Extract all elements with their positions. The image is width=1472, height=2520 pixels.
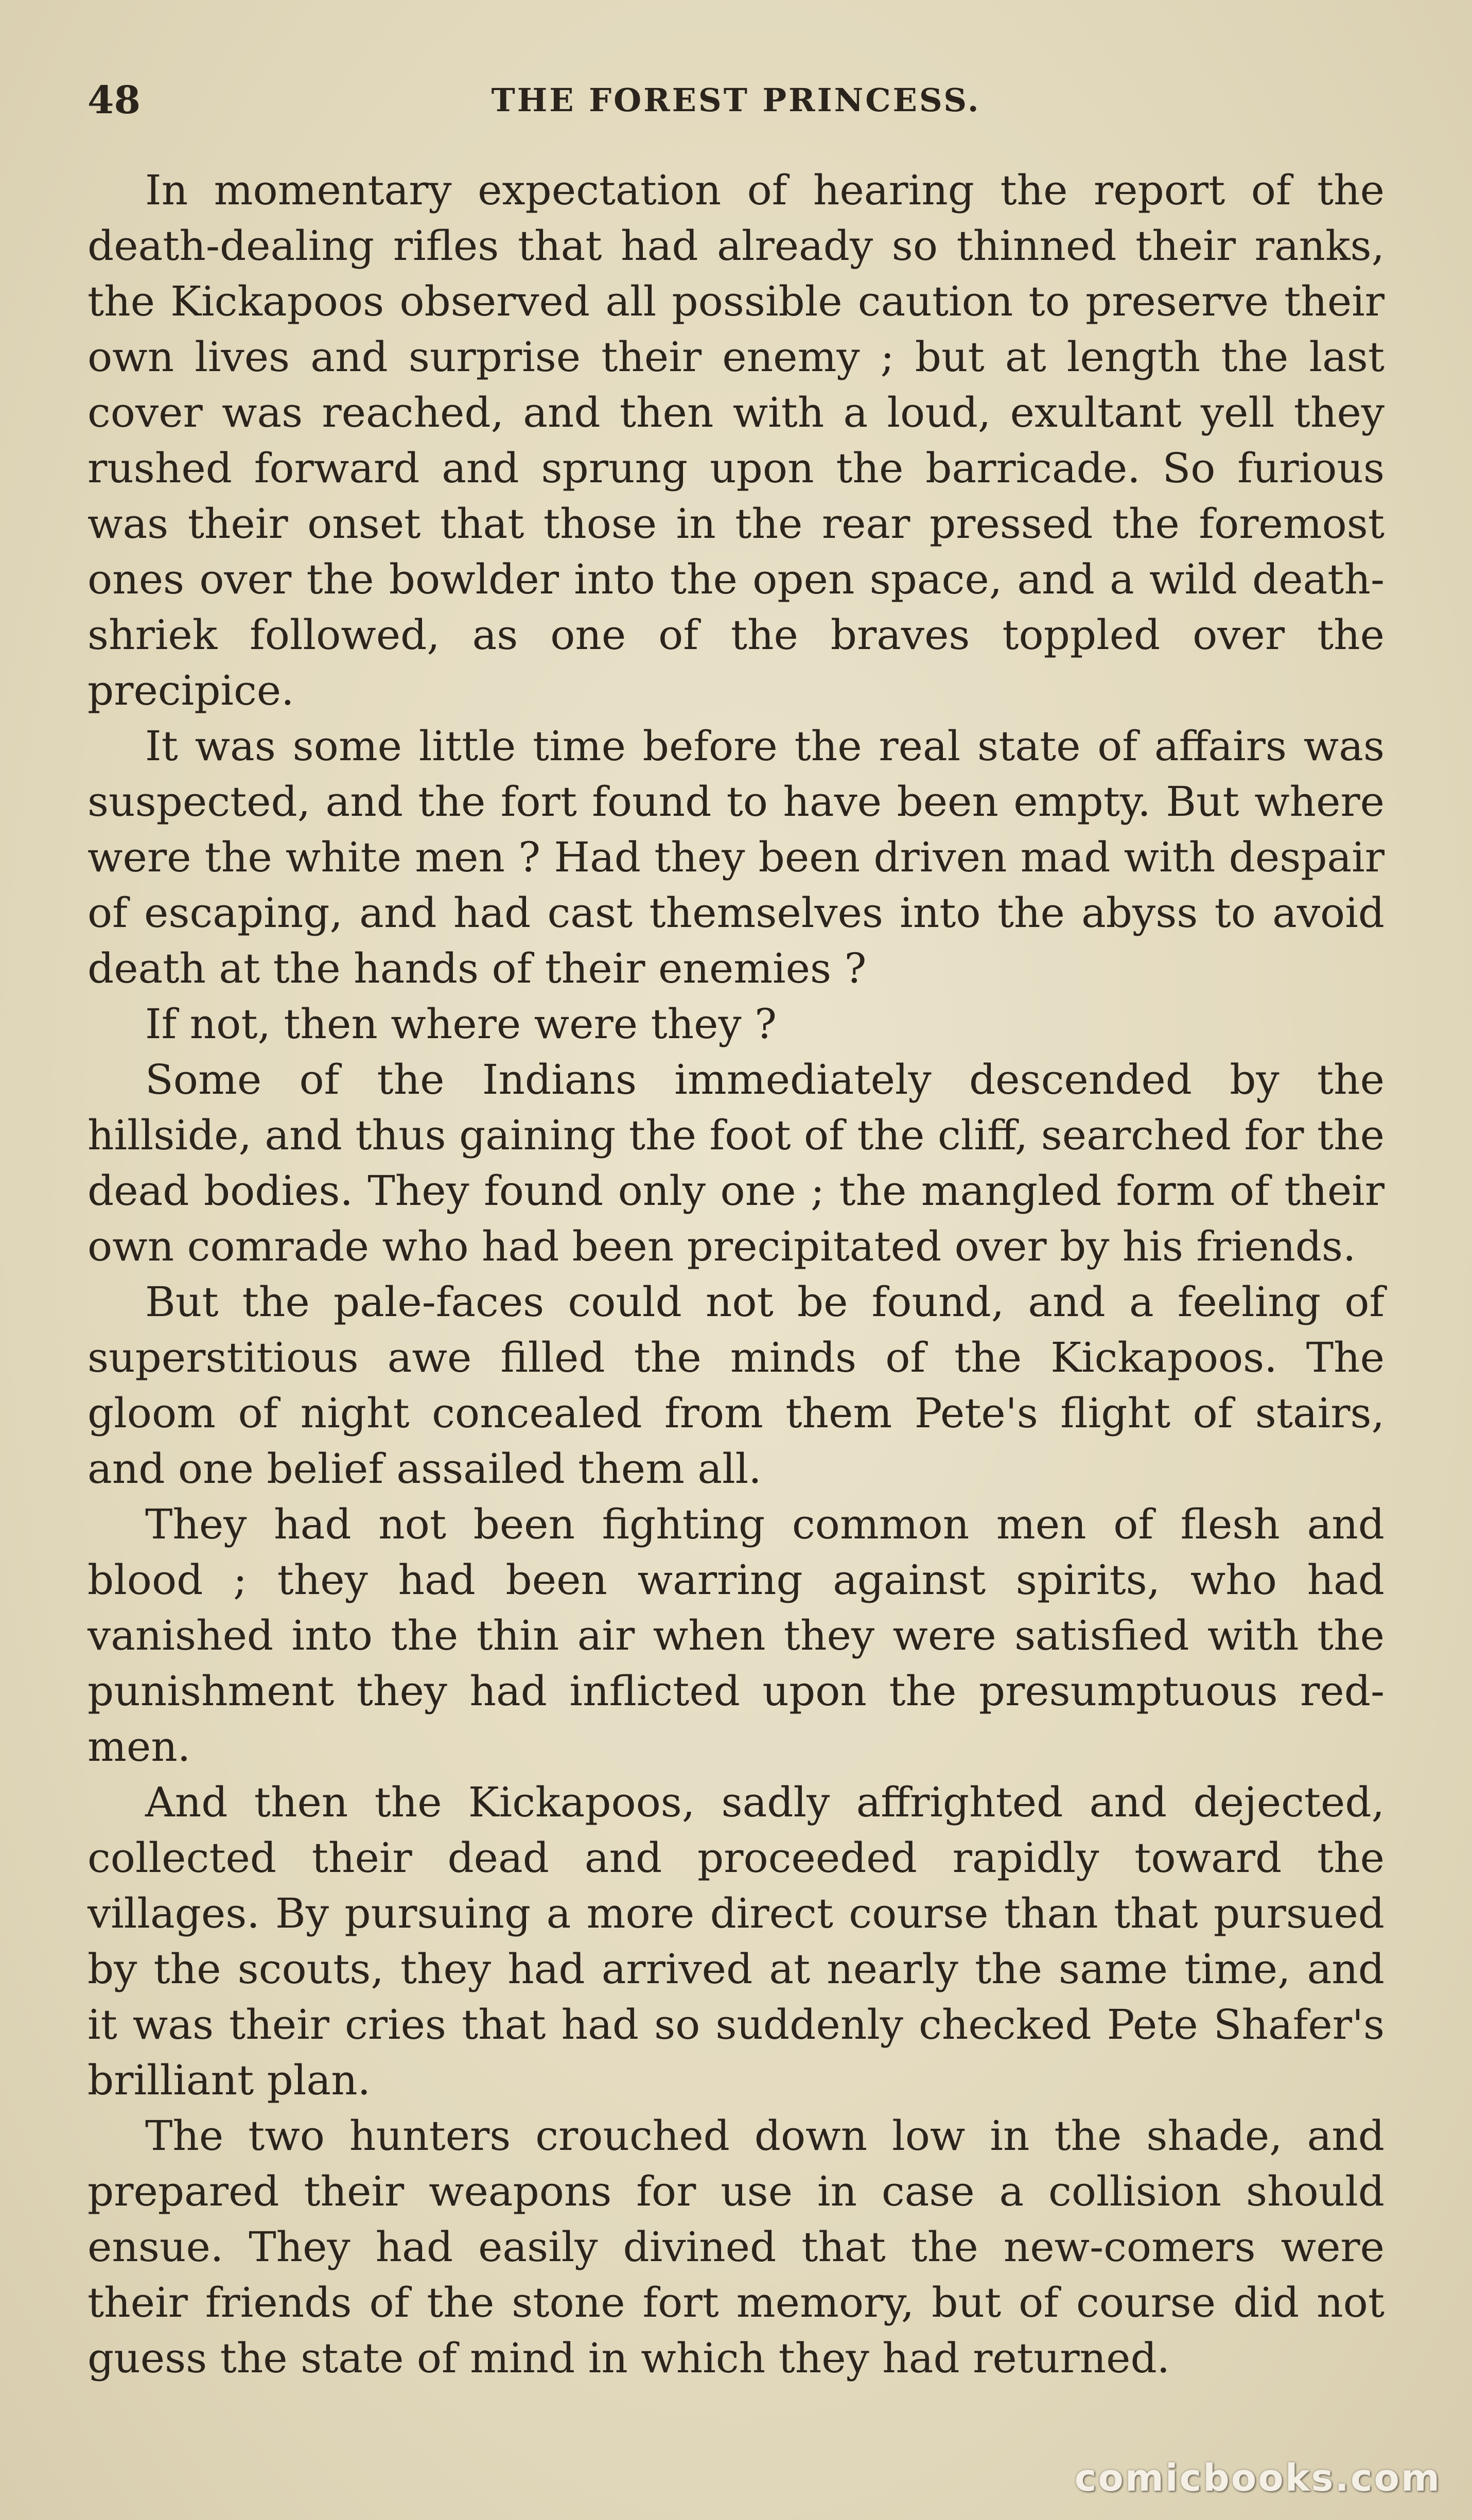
paragraph: But the pale-faces could not be found, and a feeling of superstitious awe filled the minds of the Kickapoos. The gloom of night concealed from them Pete's flight of stairs, and one belief assailed them all. xyxy=(87,1278,1385,1493)
paragraph: In momentary expectation of hearing the report of the death-dealing rifles that had already so thinned their ranks, the Kickapoos observed all possible caution to preserve their own lives and surprise their enemy ; but at length the last cover was reached, and then with a loud, exultant yell they rushed forward and sprung upon the barricade. So furious was their onset that those in the rear pressed the foremost ones over the bowlder into the open space, and a wild death-shriek followed, as one of the braves toppled over the precipice. xyxy=(87,166,1385,714)
paragraph: Some of the Indians immediately descended by the hillside, and thus gaining the foot of the cliff, searched for the dead bodies. They found only one ; the mangled form of their own comrade who had been precipitated over by his friends. xyxy=(87,1056,1385,1270)
paragraph: They had not been fighting common men of flesh and blood ; they had been warring against spirits, who had vanished into the thin air when they were satisfied with the punishment they had inflicted upon the presumptuous red-men. xyxy=(87,1500,1385,1771)
paragraph: The two hunters crouched down low in the shade, and prepared their weapons for use in case a collision should ensue. They had easily divined that the new-comers were their friends of the stone fort memory, but of course did not guess the state of mind in which they had returned. xyxy=(87,2112,1385,2382)
paragraph: And then the Kickapoos, sadly affrighted and dejected, collected their dead and proceeded rapidly toward the villages. By pursuing a more direct course than that pursued by the scouts, they had arrived at nearly the same time, and it was their cries that had so suddenly checked Pete Shafer's brilliant plan. xyxy=(87,1778,1385,2104)
page-header xyxy=(87,72,1385,129)
paragraph: It was some little time before the real state of affairs was suspected, and the fort found to have been empty. But where were the white men ? Had they been driven mad with despair of escaping, and had cast themselves into the abyss to avoid death at the hands of their enemies ? xyxy=(87,722,1385,992)
watermark: comicbooks.com xyxy=(1074,2456,1441,2499)
paragraph: If not, then where were they ? xyxy=(145,1000,777,1048)
body-text xyxy=(87,163,1385,2386)
page-number: 48 xyxy=(87,78,141,122)
running-title: THE FOREST PRINCESS. xyxy=(491,81,981,119)
